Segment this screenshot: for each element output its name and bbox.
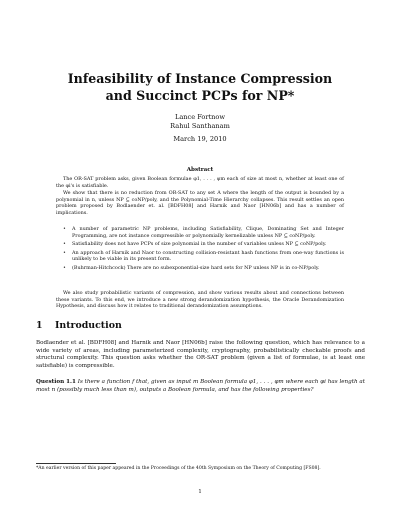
abstract-paragraph: We also study probabilistic variants of compression, and show various results about and connections between these variants. To this end, we introduce a new strong derandomization hypothesis, the Oracle Derandomization Hypothesis, and discuss how it relates to traditional derandomization assumptions. (56, 290, 344, 310)
paper-title (0, 70, 400, 104)
section-number: 1 (36, 320, 43, 331)
question-label: Question 1.1 (36, 379, 76, 385)
section-title: Introduction (55, 320, 122, 331)
implications-list (63, 226, 344, 274)
author-name: Lance Fortnow (174, 113, 226, 121)
abstract-heading: Abstract (186, 167, 214, 173)
title-line-1: Infeasibility of Instance Compression (67, 71, 333, 86)
author-name: Rahul Santhanam (170, 121, 230, 130)
footnote: *An earlier version of this paper appeared in the Proceedings of the 40th Symposium on the Theory of Computing [FS08]. (36, 466, 321, 471)
question-text: Is there a function f that, given as input m Boolean formula φ1, . . . , φm where each φi has length at most n (possibly much less than m), outputs a Boolean formula, and has the following properties? (36, 379, 365, 393)
footnote-rule (36, 463, 116, 464)
abstract-paragraph: The OR-SAT problem asks, given Boolean formulae φ1, . . . , φm each of size at most n, whether at least one of the φi's is satisfiable. (56, 176, 344, 189)
section-heading (36, 320, 122, 331)
list-item: • A number of parametric NP problems, including Satisfiability, Clique, Dominating Set and Integer Programming, are not instance compressible or polynomially kernelizable unless NP ⊆ coNP/poly. (63, 226, 344, 239)
intro-paragraph: Bodlaender et al. [BDFH08] and Harnik and Naor [HN06b] raise the following question, which has relevance to a wide variety of areas, including parameterized complexity, cryptography, probabilistically checkable proofs and structural complexity. This question asks whether the OR-SAT problem (given a list of formulae, is at least one satisfiable) is compressible. (36, 340, 365, 370)
title-line-2: and Succinct PCPs for NP* (105, 88, 295, 103)
page-number: 1 (198, 489, 202, 495)
list-item: • An approach of Harnik and Naor to constructing collision-resistant hash functions from one-way functions is unlikely to be viable in its present form. (63, 250, 344, 263)
list-item: • Satisfiability does not have PCPs of size polynomial in the number of variables unless NP ⊆ coNP/poly. (63, 241, 344, 248)
abstract-paragraph: We show that there is no reduction from OR-SAT to any set A where the length of the output is bounded by a polynomial in n, unless NP ⊆ coNP/poly, and the Polynomial-Time Hierarchy collapses. This result settles an open problem proposed by Bodlaender et. al. [BDFH08] and Harnik and Naor [HN06b] and has a number of implications. (56, 190, 344, 216)
list-item: • (Buhrman-Hitchcock) There are no subexponential-size hard sets for NP unless NP is in co-NP/poly. (63, 265, 344, 272)
paper-date: March 19, 2010 (173, 135, 227, 143)
abstract-body (56, 176, 344, 217)
author-list (0, 113, 400, 130)
abstract-closing (56, 290, 344, 310)
question-block (36, 379, 365, 394)
